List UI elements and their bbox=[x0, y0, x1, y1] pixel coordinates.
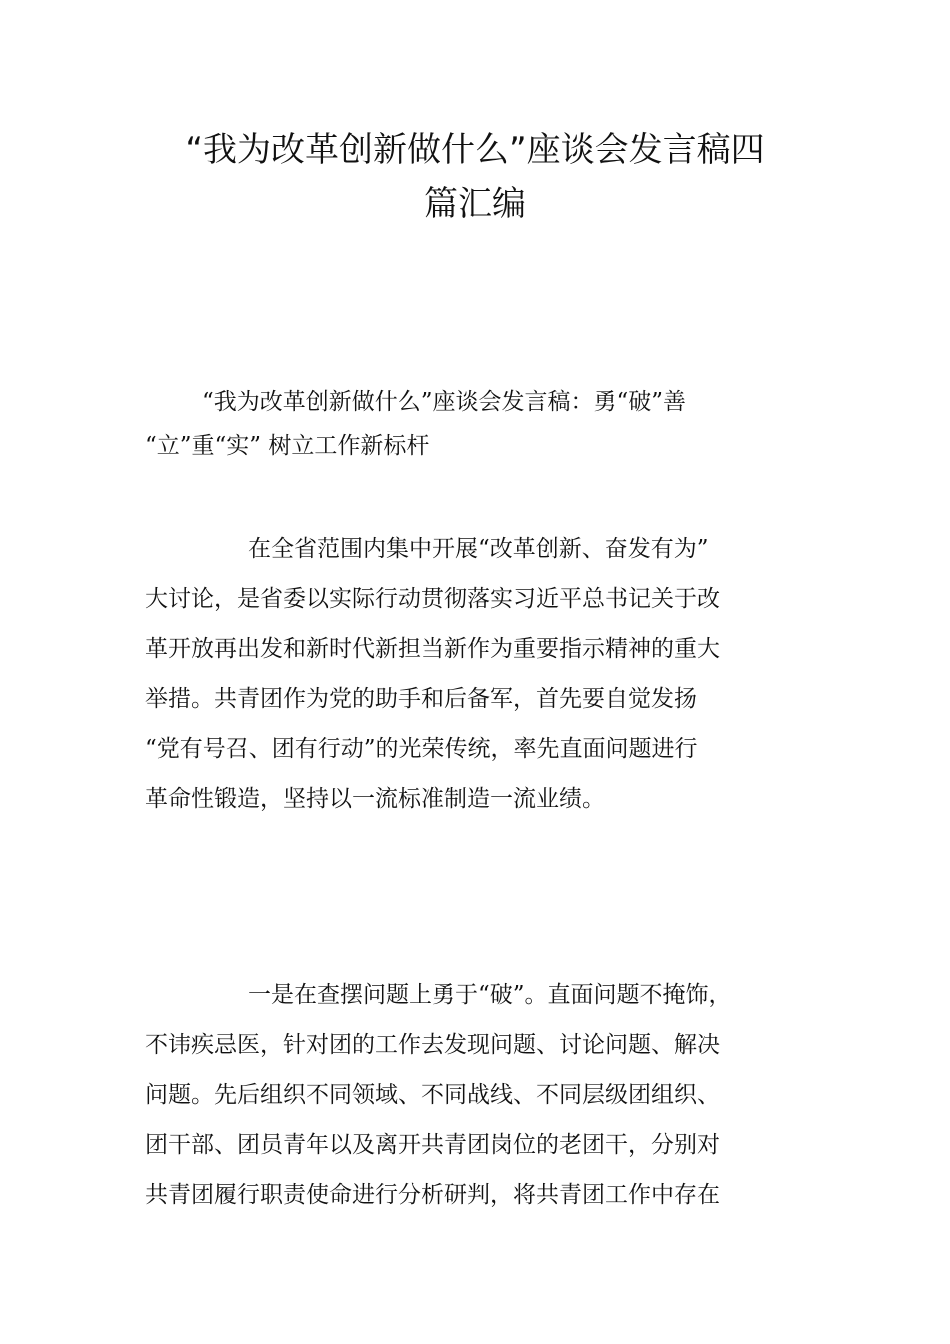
paragraph-line: 不讳疾忌医，针对团的工作去发现问题、讨论问题、解决 bbox=[145, 1032, 720, 1058]
paragraph-line: 一是在查摆问题上勇于“破”。直面问题不掩饰， bbox=[248, 982, 732, 1008]
paragraph-line: 举措。共青团作为党的助手和后备军，首先要自觉发扬 bbox=[145, 686, 697, 712]
paragraph-line: 革命性锻造，坚持以一流标准制造一流业绩。 bbox=[145, 786, 605, 812]
document-title bbox=[150, 123, 800, 231]
paragraph-line: 在全省范围内集中开展“改革创新、奋发有为” bbox=[248, 536, 709, 562]
section-subtitle bbox=[145, 380, 815, 468]
title-line: 篇汇编 bbox=[424, 184, 526, 224]
subtitle-line: “立”重“实” 树立工作新标杆 bbox=[145, 433, 430, 459]
paragraph-line: 团干部、团员青年以及离开共青团岗位的老团干，分别对 bbox=[145, 1132, 720, 1158]
paragraph-line: 问题。先后组织不同领域、不同战线、不同层级团组织、 bbox=[145, 1082, 720, 1108]
paragraph-line: 大讨论，是省委以实际行动贯彻落实习近平总书记关于改 bbox=[145, 586, 720, 612]
subtitle-line: “我为改革创新做什么”座谈会发言稿：勇“破”善 bbox=[202, 389, 687, 415]
paragraph-line: “党有号召、团有行动”的光荣传统，率先直面问题进行 bbox=[145, 736, 698, 762]
paragraph-line: 革开放再出发和新时代新担当新作为重要指示精神的重大 bbox=[145, 636, 720, 662]
body-paragraph bbox=[145, 524, 835, 824]
paragraph-line: 共青团履行职责使命进行分析研判，将共青团工作中存在 bbox=[145, 1182, 720, 1208]
body-paragraph bbox=[145, 970, 835, 1220]
title-line: “我为改革创新做什么”座谈会发言稿四 bbox=[185, 130, 765, 170]
